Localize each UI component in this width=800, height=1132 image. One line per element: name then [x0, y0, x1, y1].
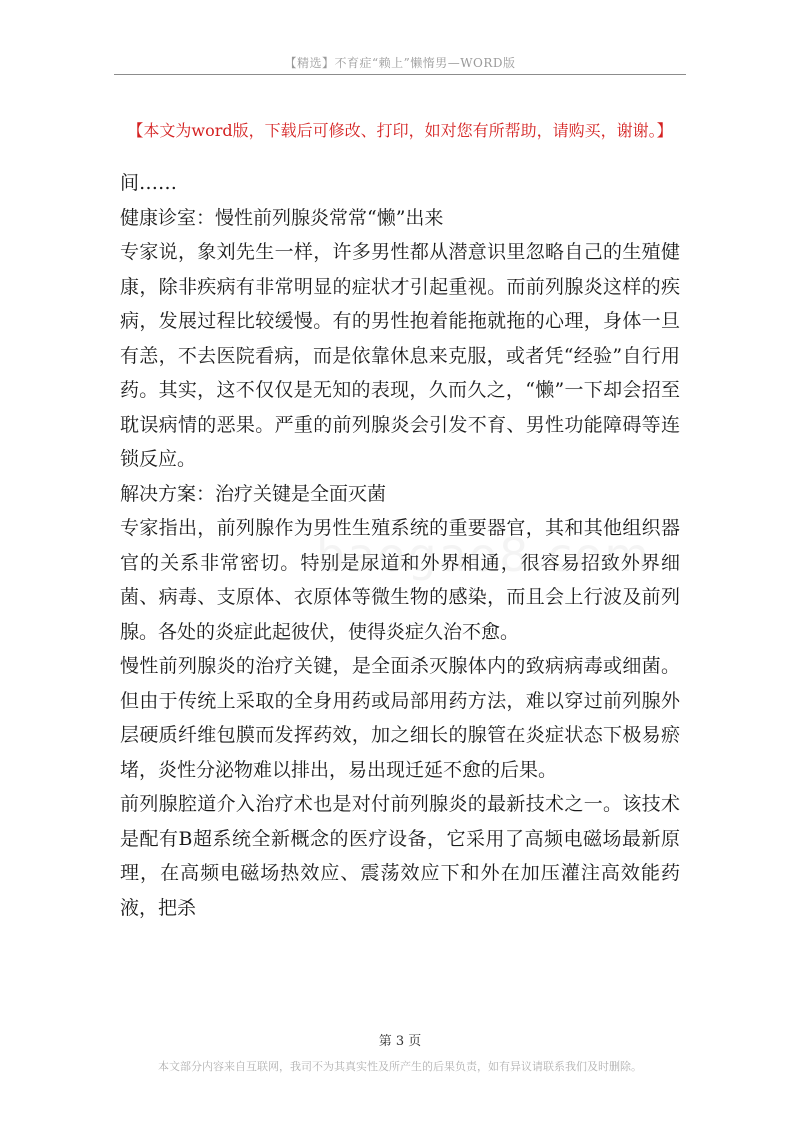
paragraph: 专家说，象刘先生一样，许多男性都从潜意识里忽略自己的生殖健康，除非疾病有非常明显的症状才引起重视。而前列腺炎这样的疾病，发展过程比较缓慢。有的男性抱着能拖就拖的心理，身体一旦有恙，不去医院看病，而是依靠休息来克服，或者凭“经验”自行用药。其实，这不仅仅是无知的表现，久而久之，“懒”一下却会招至耽误病情的恶果。严重的前列腺炎会引发不育、男性功能障碍等连锁反应。: [120, 241, 680, 470]
page-number: 第 3 页: [378, 1034, 422, 1049]
document-body: [120, 166, 680, 925]
paragraph: 慢性前列腺炎的治疗关键，是全面杀灭腺体内的致病病毒或细菌。但由于传统上采取的全身用药或局部用药方法，难以穿过前列腺外层硬质纤维包膜而发挥药效，加之细长的腺管在炎症状态下极易瘀堵，炎性分泌物难以排出，易出现迁延不愈的后果。: [120, 655, 680, 781]
section-heading: 健康诊室：慢性前列腺炎常常“懒”出来: [120, 206, 444, 229]
paragraph: 专家指出，前列腺作为男性生殖系统的重要器官，其和其他组织器官的关系非常密切。特别是尿道和外界相通，很容易招致外界细菌、病毒、支原体、衣原体等微生物的感染，而且会上行波及前列腺。各处的炎症此起彼伏，使得炎症久治不愈。: [120, 517, 680, 643]
paragraph: 前列腺腔道介入治疗术也是对付前列腺炎的最新技术之一。该技术是配有B超系统全新概念的医疗设备，它采用了高频电磁场最新原理，在高频电磁场热效应、震荡效应下和外在加压灌注高效能药液，把杀: [120, 793, 680, 919]
paragraph: 间……: [120, 172, 178, 194]
section-heading: 解决方案：治疗关键是全面灭菌: [120, 482, 387, 505]
header-divider: [114, 74, 686, 75]
page-header: 【精选】不育症“赖上”懒惰男—WORD版: [284, 56, 516, 70]
page-footer: 本文部分内容来自互联网，我司不为其真实性及所产生的后果负责，如有异议请联系我们及时删除。: [158, 1060, 642, 1073]
purchase-notice: 【本文为word版，下载后可修改、打印，如对您有所帮助，请购买，谢谢。】: [127, 121, 673, 140]
